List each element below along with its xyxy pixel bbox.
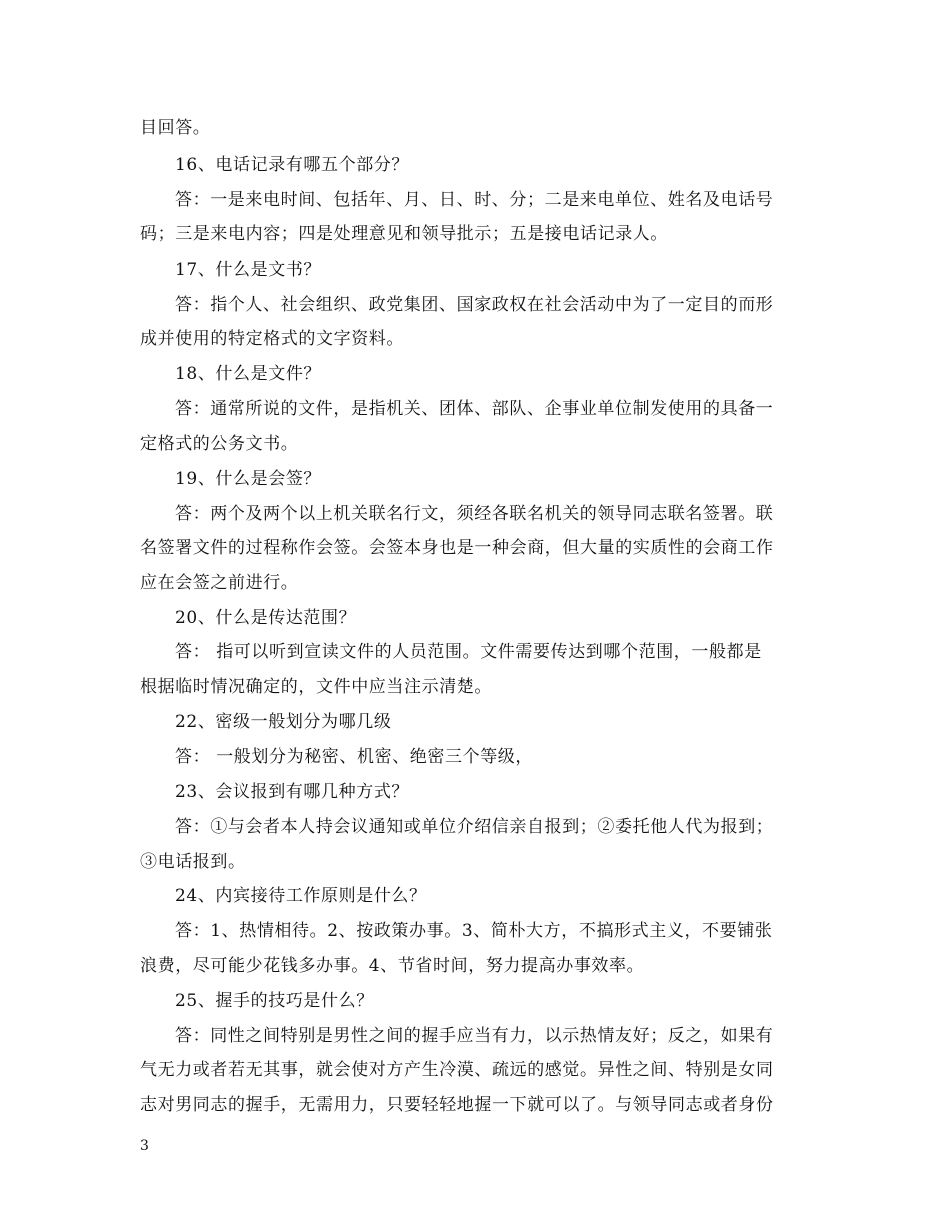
question-23: 23、会议报到有哪几种方式？ <box>175 782 410 802</box>
answer-19-line-1: 答：两个及两个以上机关联名行文，须经各联名机关的领导同志联名签署。联 <box>175 504 774 524</box>
question-19: 19、什么是会签？ <box>175 469 322 489</box>
answer-25-line-2: 气无力或者若无其事，就会使对方产生冷漠、疏远的感觉。异性之间、特别是女同 <box>140 1060 774 1080</box>
question-16: 16、电话记录有哪五个部分？ <box>175 155 410 175</box>
answer-23-line-2: ③电话报到。 <box>140 852 246 872</box>
answer-18-line-2: 定格式的公务文书。 <box>140 434 299 454</box>
question-17: 17、什么是文书？ <box>175 260 322 280</box>
text-line: 目回答。 <box>140 118 211 138</box>
answer-20-line-2: 根据临时情况确定的，文件中应当注示清楚。 <box>140 677 492 697</box>
answer-24-line-1: 答：1、热情相待。2、按政策办事。3、简朴大方，不搞形式主义，不要铺张 <box>175 921 773 941</box>
answer-18-line-1: 答：通常所说的文件，是指机关、团体、部队、企事业单位制发使用的具备一 <box>175 399 774 419</box>
answer-16-line-2: 码；三是来电内容；四是处理意见和领导批示；五是接电话记录人。 <box>140 224 668 244</box>
question-24: 24、内宾接待工作原则是什么？ <box>175 886 427 906</box>
page-number: 3 <box>140 1138 149 1154</box>
answer-23-line-1: 答：①与会者本人持会议通知或单位介绍信亲自报到；②委托他人代为报到； <box>175 817 774 837</box>
question-25: 25、握手的技巧是什么？ <box>175 991 374 1011</box>
answer-25-line-3: 志对男同志的握手，无需用力，只要轻轻地握一下就可以了。与领导同志或者身份 <box>140 1095 774 1115</box>
answer-25-line-1: 答：同性之间特别是男性之间的握手应当有力，以示热情友好；反之，如果有 <box>175 1026 774 1046</box>
answer-19-line-3: 应在会签之前进行。 <box>140 573 299 593</box>
answer-22: 答： 一般划分为秘密、机密、绝密三个等级， <box>175 747 534 767</box>
answer-17-line-2: 成并使用的特定格式的文字资料。 <box>140 329 404 349</box>
answer-16-line-1: 答：一是来电时间、包括年、月、日、时、分；二是来电单位、姓名及电话号 <box>175 190 774 210</box>
answer-17-line-1: 答：指个人、社会组织、政党集团、国家政权在社会活动中为了一定目的而形 <box>175 295 774 315</box>
answer-19-line-2: 名签署文件的过程称作会签。会签本身也是一种会商，但大量的实质性的会商工作 <box>140 538 774 558</box>
answer-20-line-1: 答： 指可以听到宣读文件的人员范围。文件需要传达到哪个范围，一般都是 <box>175 642 762 662</box>
question-18: 18、什么是文件？ <box>175 364 322 384</box>
question-22: 22、密级一般划分为哪几级 <box>175 712 392 732</box>
answer-24-line-2: 浪费，尽可能少花钱多办事。4、节省时间，努力提高办事效率。 <box>140 956 645 976</box>
question-20: 20、什么是传达范围？ <box>175 608 357 628</box>
